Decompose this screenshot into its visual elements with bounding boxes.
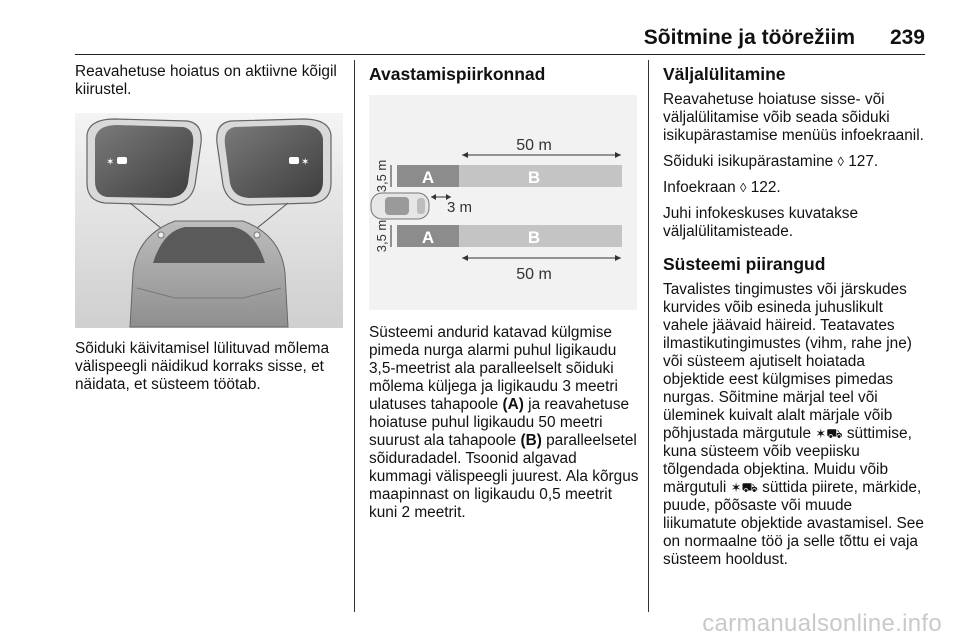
deactivation-paragraph: Reavahetuse hoiatuse sisse- või väljalülitamise võib seada sõiduki isikupärastamise menüüs infoekraanil.	[663, 91, 924, 144]
page-reference-icon: ◊	[837, 154, 844, 169]
detection-zones-text: Süsteemi andurid katavad külgmise pimeda nurga alarmi puhul ligikaudu 3,5-meetrist ala paralleelselt sõiduki mõlema küljega ja ligikaudu 3 meetri ulatuses tahapoole (A) ja reavahetuse hoiatuse puhul ligikaudu 50 meetri suurust ala tahapoole (B) paralleelsetel sõiduradadel. Tsoonid algavad kummagi välispeegli juurest. Ala kõrgus maapinnast on ligikaudu 0,5 meetrit kuni 2 meetrit.	[369, 324, 639, 521]
lane-width-bottom-label: 3,5 m	[374, 219, 389, 253]
blind-spot-warning-icon: ✶⛟	[730, 480, 758, 495]
column-1	[75, 63, 345, 402]
page-reference-icon: ◊	[740, 180, 747, 195]
column-2	[369, 63, 639, 530]
bottom-distance-label: 50 m	[516, 266, 552, 283]
lane-width-top-label: 3,5 m	[374, 159, 389, 193]
top-distance-label: 50 m	[516, 137, 552, 154]
page-title: Sõitmine ja töörežiim	[643, 26, 855, 49]
detection-zones-diagram	[369, 95, 637, 310]
zone-b-top-label: B	[527, 168, 541, 187]
blind-spot-warning-icon: ✶⛟	[815, 426, 843, 441]
side-distance-label: 3 m	[447, 199, 473, 216]
zone-a-reference: (A)	[502, 396, 524, 413]
driver-info-paragraph: Juhi infokeskuses kuvatakse väljalülitamisteade.	[663, 205, 859, 240]
figure-caption: Sõiduki käivitamisel lülituvad mõlema välispeegli näidikud korraks sisse, et näidata, et süsteem töötab.	[75, 340, 330, 393]
deactivation-heading: Väljalülitamine	[663, 64, 786, 84]
zone-b-bottom-label: B	[527, 228, 541, 247]
vehicle-personalisation-ref[interactable]: Sõiduki isikupärastamine ◊ 127.	[663, 153, 879, 170]
page-number: 239	[889, 26, 925, 49]
column-divider-2	[648, 60, 649, 612]
zone-b-bottom	[459, 225, 622, 247]
detection-zones-heading: Avastamispiirkonnad	[369, 64, 546, 84]
mirror-indicator-figure	[75, 113, 343, 328]
zone-b-reference: (B)	[520, 432, 542, 449]
watermark: carmanualsonline.info	[702, 610, 942, 637]
column-divider-1	[354, 60, 355, 612]
system-limitations-paragraph: Tavalistes tingimustes või järskudes kurvides võib esineda juhuslikult vahele jäävaid häireid. Teatavates ilmastikutingimustes (vihm, rahe jne) või süsteem ajutiselt hoiatada objektide eest külgmises pimedas nurgas. Sõitmine märjal teel või üleminek kuivalt alalt märjale võib põhjustada märgutule ✶⛟ süttimise, kuna süsteem võib veepiisku tõlgendada objektina. Muidu võib märgutuli ✶⛟ süttida piirete, märkide, puude, põõsaste või muude liikumatute objektide avastamisel. See on normaalne töö ja selle tõttu ei vaja süsteem hooldust.	[663, 281, 924, 568]
zone-b-top	[459, 165, 622, 187]
car-top-view	[371, 193, 429, 219]
svg-text:✶: ✶	[301, 157, 310, 168]
column-3	[663, 63, 928, 577]
intro-paragraph: Reavahetuse hoiatus on aktiivne kõigil kiirustel.	[75, 63, 337, 98]
zone-a-bottom-label: A	[421, 228, 435, 247]
info-display-ref[interactable]: Infoekraan ◊ 122.	[663, 179, 781, 196]
page-header	[75, 24, 925, 55]
system-limitations-heading: Süsteemi piirangud	[663, 254, 826, 274]
svg-text:✶: ✶	[106, 157, 115, 168]
zone-a-top-label: A	[421, 168, 435, 187]
